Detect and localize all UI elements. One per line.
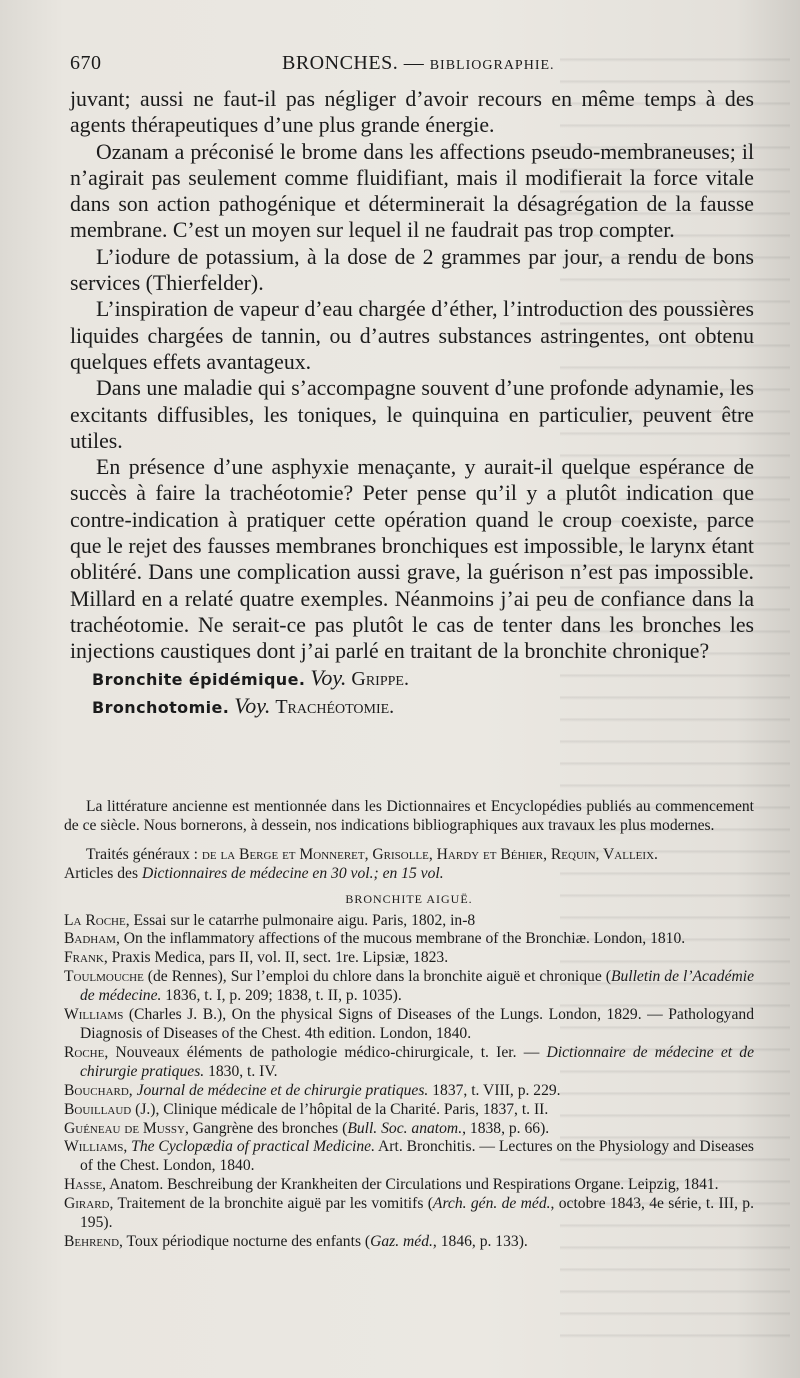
main-text (70, 86, 754, 721)
paragraph: En présence d’une asphyxie menaçante, y aurait-il quelque espérance de succès à faire la trachéotomie? Peter pense qu’il y a plutôt indication que contre-indication à pratiquer cette opération quand le croup coexiste, parce que le rejet des fausses membranes bronchiques est impossible, le larynx étant oblitéré. Dans une complication aussi grave, la guérison n’est pas impossible. Millard en a relaté quatre exemples. Néanmoins j’ai peu de confiance dans la trachéotomie. Ne serait-ce pas plutôt le cas de tenter dans les bronches les injections caustiques dont j’ai parlé en traitant de la bronchite chronique? (70, 455, 754, 664)
reference-tail: , octobre 1843, 4e série, t. III, p. 195). (80, 1195, 754, 1232)
reference-entry (64, 1195, 754, 1233)
reference-author: Roche (64, 1043, 105, 1061)
reference-text: , Anatom. Beschreibung der Krankheiten der Circulations und Respirations Organe. Leipzig, 1841. (102, 1176, 719, 1194)
reference-text: , Nouveaux éléments de pathologie médico-chirurgicale, t. Ier. — (104, 1043, 547, 1061)
reference-author: Williams (64, 1006, 124, 1024)
cross-reference (70, 665, 754, 693)
reference-journal: The Cyclopædia of practical Medicine. (131, 1138, 375, 1156)
general-treatises (64, 846, 754, 884)
reference-entry (64, 1176, 754, 1195)
reference-text: , On the inflammatory affections of the mucous membrane of the Bronchiæ. London, 1810. (115, 930, 686, 948)
paragraph: L’inspiration de vapeur d’eau chargée d’éther, l’introduction des poussières liquides chargées de tannin, ou d’autres substances astringentes, ont obtenu quelques effets avantageux. (70, 297, 754, 374)
treatises-articles: Dictionnaires de médecine en 30 vol.; en 15 vol. (141, 864, 444, 882)
reference-tail: 1837, t. VIII, p. 229. (428, 1081, 561, 1099)
reference-text: (de Rennes), Sur l’emploi du chlore dans la bronchite aiguë et chronique ( (143, 968, 611, 986)
running-title-dash: — (398, 52, 430, 74)
treatises-lead: Traités généraux : (86, 845, 202, 863)
treatises-articles-lead: Articles des (64, 864, 142, 882)
reference-journal: Bulletin de l’Académie de médecine. (80, 968, 755, 1005)
reference-author: Badham (64, 930, 116, 948)
reference-journal: Arch. gén. de méd. (432, 1195, 551, 1213)
cross-ref-voy: Voy. (310, 664, 347, 690)
reference-entry (64, 930, 754, 949)
reference-journal: Bull. Soc. anatom. (347, 1119, 463, 1137)
reference-journal: Dictionnaire de médecine et de chirurgie pratiques. (80, 1043, 754, 1080)
reference-text: , (128, 1081, 137, 1099)
reference-text: (Charles J. B.), On the physical Signs of Diseases of the Lungs. London, 1829. — Pathologyand Diagnosis of Diseases of the Chest. 4th edition. London, 1840. (80, 1006, 754, 1042)
reference-author: Toulmouche (64, 968, 144, 986)
spacer (64, 836, 754, 846)
reference-entry (64, 968, 754, 1006)
running-title-sub: BIBLIOGRAPHIE. (429, 58, 555, 73)
reference-entry (64, 1101, 754, 1120)
bibliography (64, 798, 754, 1252)
reference-tail: , 1846, p. 133). (432, 1232, 528, 1250)
reference-text: , Traitement de la bronchite aiguë par les vomitifs ( (109, 1195, 433, 1213)
reference-author: Girard (64, 1195, 110, 1213)
page-number: 670 (70, 52, 102, 74)
paragraph: L’iodure de potassium, à la dose de 2 grammes par jour, a rendu de bons services (Thierfelder). (70, 244, 754, 296)
reference-entry (64, 949, 754, 968)
reference-entry (64, 1120, 754, 1139)
section-title: BRONCHITE AIGUË. (345, 891, 473, 906)
reference-tail: Art. Bronchitis. — Lectures on the Physiology and Diseases of the Chest. London, 1840. (80, 1138, 754, 1175)
running-title (282, 52, 555, 75)
reference-text: , Essai sur le catarrhe pulmonaire aigu. Paris, 1802, in-8 (125, 911, 476, 929)
reference-author: Williams (64, 1138, 124, 1156)
reference-tail: 1830, t. IV. (204, 1062, 278, 1080)
paragraph: Dans une maladie qui s’accompagne souvent d’une profonde adynamie, les excitants diffusibles, les toniques, le quinquina en particulier, peuvent être utiles. (70, 376, 754, 453)
cross-ref-headword: Bronchotomie. (92, 697, 230, 717)
treatises-authors: de la Berge et Monneret, Grisolle, Hardy et Béhier, Requin, Valleix. (201, 845, 658, 863)
paragraph: Ozanam a préconisé le brome dans les affections pseudo-membraneuses; il n’agirait pas seulement comme fluidifiant, mais il modifierait la force vitale dans son action pathogénique et déterminerait la désagrégation de la fausse membrane. C’est un moyen sur lequel il ne faudrait pas trop compter. (70, 139, 754, 243)
reference-author: Guéneau de Mussy (64, 1119, 185, 1137)
reference-author: Bouchard (64, 1081, 129, 1099)
cross-ref-target: Trachéotomie. (275, 695, 395, 718)
reference-entry (64, 1006, 754, 1044)
reference-tail: 1836, t. I, p. 209; 1838, t. II, p. 1035). (161, 987, 402, 1005)
reference-entry (64, 1138, 754, 1176)
cross-ref-target: Grippe. (351, 667, 409, 690)
reference-journal: Journal de médecine et de chirurgie pratiques. (136, 1081, 429, 1099)
cross-ref-voy: Voy. (234, 692, 271, 718)
reference-text: (J.), Clinique médicale de l’hôpital de la Charité. Paris, 1837, t. II. (131, 1100, 549, 1118)
reference-tail: , 1838, p. 66). (462, 1119, 550, 1137)
reference-author: Bouillaud (64, 1100, 132, 1118)
reference-entry (64, 912, 754, 931)
bibliography-intro: La littérature ancienne est mentionnée dans les Dictionnaires et Encyclopédies publiés au commencement de ce siècle. Nous bornerons, à dessein, nos indications bibliographiques aux travaux les plus modernes. (64, 798, 754, 834)
running-header (70, 52, 760, 82)
reference-entry (64, 1082, 754, 1101)
reference-text: , (123, 1138, 132, 1156)
running-title-main: BRONCHES. (282, 52, 399, 74)
reference-text: , Praxis Medica, pars II, vol. II, sect. 1re. Lipsiæ, 1823. (103, 949, 449, 967)
reference-author: Behrend (64, 1232, 120, 1250)
reference-author: Frank (64, 949, 104, 967)
paragraph: juvant; aussi ne faut-il pas négliger d’avoir recours en même temps à des agents thérapeutiques d’une plus grande énergie. (70, 87, 754, 138)
cross-reference (70, 693, 754, 721)
reference-author: La Roche (64, 911, 126, 929)
cross-ref-headword: Bronchite épidémique. (92, 669, 306, 689)
reference-text: , Gangrène des bronches ( (184, 1119, 348, 1137)
reference-entry (64, 1233, 754, 1252)
reference-text: , Toux périodique nocturne des enfants ( (119, 1232, 371, 1250)
reference-journal: Gaz. méd. (370, 1232, 433, 1250)
reference-author: Hasse (64, 1176, 103, 1194)
reference-entry (64, 1044, 754, 1082)
